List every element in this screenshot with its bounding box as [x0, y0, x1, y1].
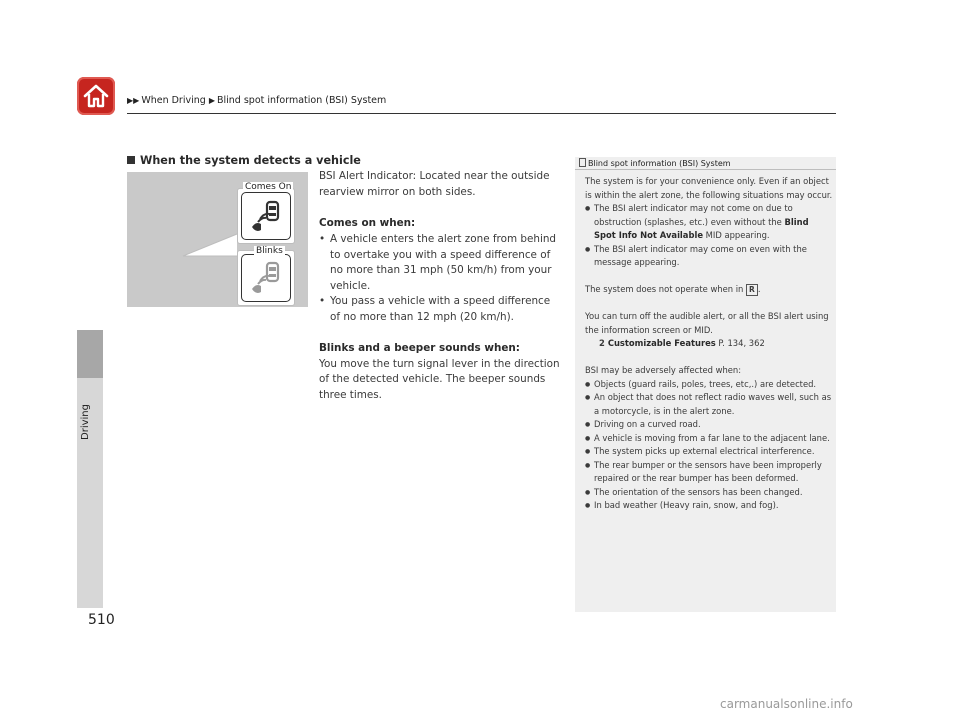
sidebar-bullet1-end: MID appearing.	[703, 230, 770, 240]
bsi-illustration	[127, 172, 308, 307]
breadcrumb-item-bsi[interactable]: Blind spot information (BSI) System	[216, 95, 387, 106]
sidebar-title-text: Blind spot information (BSI) System	[588, 159, 731, 168]
sidebar-note	[575, 157, 836, 612]
gear-note-text: The system does not operate when in	[585, 284, 747, 294]
side-tab-label: Driving	[80, 404, 91, 440]
list-item: ● Driving on a curved road.	[585, 418, 833, 432]
list-item: ● An object that does not reflect radio waves well, such as a motorcycle, is in the alert zone.	[585, 391, 833, 418]
bsi-indicator-blink-icon	[238, 251, 294, 305]
home-icon[interactable]	[77, 77, 115, 115]
breadcrumb-arrow-icon: ▶▶	[127, 96, 140, 105]
list-item: ● The BSI alert indicator may come on even with the message appearing.	[585, 243, 833, 270]
comes-on-heading: Comes on when:	[319, 216, 416, 229]
bsi-indicator-on-icon	[238, 189, 294, 243]
sidebar-intro: The system is for your convenience only. Even if an object is within the alert zone, the following situations may occur.	[585, 176, 833, 200]
list-item: ● The rear bumper or the sensors have been improperly repaired or the rear bumper has been deformed.	[585, 459, 833, 486]
list-item: • A vehicle enters the alert zone from behind to overtake you with a speed difference of no more than 31 mph (50 km/h) from your vehicle.	[319, 232, 559, 294]
indicator-panel-blink	[237, 250, 295, 306]
audible-note: You can turn off the audible alert, or all the BSI alert using the information screen or MID.	[585, 311, 829, 335]
xref-arrow-icon: 2	[599, 338, 605, 348]
indicator-panel-on	[237, 188, 295, 244]
list-item	[585, 202, 833, 243]
reverse-gear-icon: R	[746, 284, 758, 296]
note-marker-icon	[579, 158, 586, 167]
intro-text-block	[319, 169, 559, 231]
list-item: ● The system picks up external electrical interference.	[585, 445, 833, 459]
sidebar-title	[579, 158, 731, 168]
list-item: ● Objects (guard rails, poles, trees, etc,.) are detected.	[585, 378, 833, 392]
comes-on-list	[319, 232, 559, 325]
side-tab-block	[77, 330, 103, 378]
sidebar-bullet1-text: The BSI alert indicator may not come on due to obstruction (splashes, etc.) even without the	[594, 203, 793, 227]
intro-text: BSI Alert Indicator: Located near the outside rearview mirror on both sides.	[319, 170, 550, 198]
header-divider	[127, 113, 836, 114]
cross-reference[interactable]	[585, 337, 833, 351]
breadcrumb	[127, 95, 386, 106]
page-number: 510	[88, 612, 115, 628]
list-item: ● A vehicle is moving from a far lane to the adjacent lane.	[585, 432, 833, 446]
xref-label[interactable]: Customizable Features	[607, 338, 716, 348]
breadcrumb-item-when-driving[interactable]: When Driving	[141, 95, 206, 106]
label-blinks: Blinks	[256, 246, 283, 256]
gear-note-end: .	[757, 284, 761, 294]
section-heading-text: When the system detects a vehicle	[140, 154, 361, 167]
gear-note	[585, 283, 833, 297]
sidebar-divider	[575, 169, 836, 170]
xref-pages: P. 134, 362	[715, 338, 765, 348]
blinks-text: You move the turn signal lever in the direction of the detected vehicle. The beeper sounds three times.	[319, 357, 560, 401]
heading-square-icon	[127, 156, 135, 164]
adverse-heading: BSI may be adversely affected when:	[585, 365, 742, 375]
mid-message-name: Blind Spot Info Not Available	[594, 216, 809, 240]
list-item: ● The orientation of the sensors has been changed.	[585, 486, 833, 500]
list-item: ● In bad weather (Heavy rain, snow, and fog).	[585, 499, 833, 513]
label-comes-on: Comes On	[245, 182, 292, 192]
sidebar-body	[585, 175, 833, 513]
breadcrumb-arrow-icon: ▶	[208, 96, 215, 105]
list-item: • You pass a vehicle with a speed difference of no more than 12 mph (20 km/h).	[319, 294, 559, 325]
blinks-block	[319, 341, 561, 403]
watermark: carmanualsonline.info	[720, 697, 853, 711]
blinks-heading: Blinks and a beeper sounds when:	[319, 342, 520, 354]
section-heading	[127, 154, 361, 167]
